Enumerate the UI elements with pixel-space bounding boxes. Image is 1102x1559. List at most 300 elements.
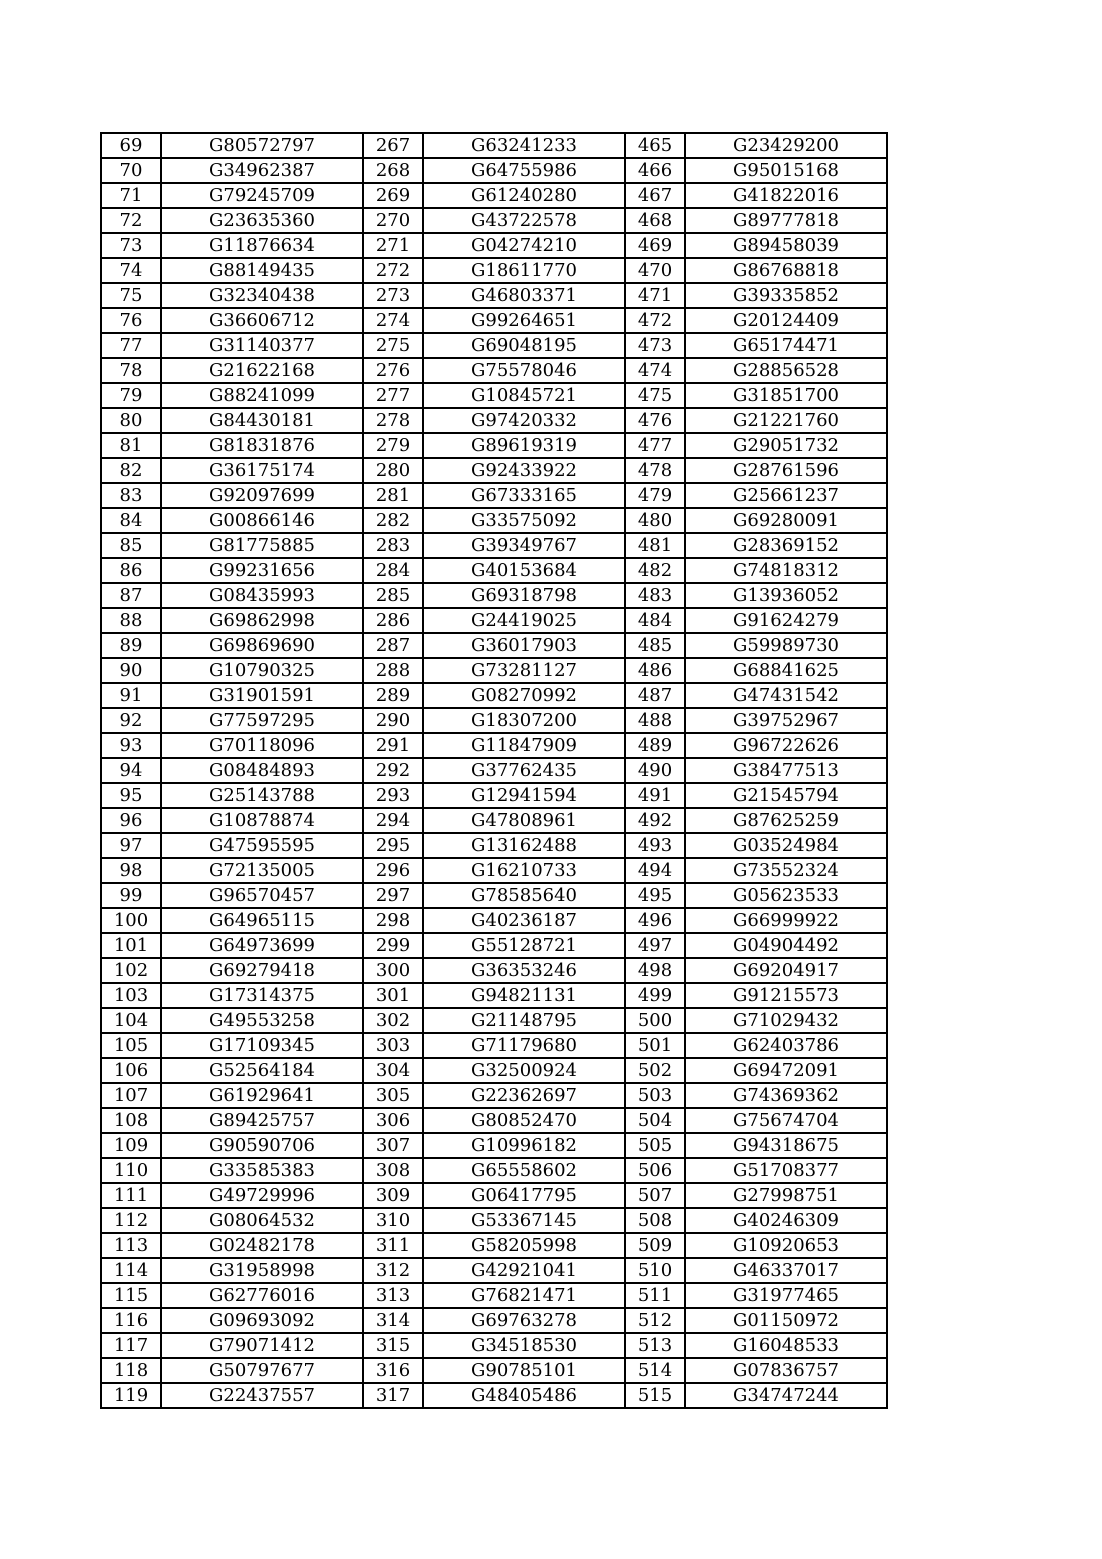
code-cell: G33575092 [423,508,625,533]
row-number-cell: 111 [101,1183,161,1208]
row-number-cell: 473 [625,333,685,358]
code-cell: G69279418 [161,958,363,983]
row-number-cell: 115 [101,1283,161,1308]
code-cell: G70118096 [161,733,363,758]
row-number-cell: 481 [625,533,685,558]
code-cell: G06417795 [423,1183,625,1208]
row-number-cell: 267 [363,133,423,158]
row-number-cell: 479 [625,483,685,508]
code-cell: G68841625 [685,658,887,683]
code-cell: G03524984 [685,833,887,858]
row-number-cell: 117 [101,1333,161,1358]
row-number-cell: 303 [363,1033,423,1058]
code-cell: G40236187 [423,908,625,933]
row-number-cell: 79 [101,383,161,408]
row-number-cell: 511 [625,1283,685,1308]
table-row [101,883,887,908]
row-number-cell: 110 [101,1158,161,1183]
row-number-cell: 301 [363,983,423,1008]
code-cell: G52564184 [161,1058,363,1083]
code-cell: G10996182 [423,1133,625,1158]
code-cell: G90590706 [161,1133,363,1158]
row-number-cell: 476 [625,408,685,433]
code-cell: G51708377 [685,1158,887,1183]
row-number-cell: 94 [101,758,161,783]
row-number-cell: 472 [625,308,685,333]
row-number-cell: 507 [625,1183,685,1208]
row-number-cell: 317 [363,1383,423,1408]
code-cell: G86768818 [685,258,887,283]
code-cell: G40246309 [685,1208,887,1233]
code-cell: G23635360 [161,208,363,233]
code-cell: G13936052 [685,583,887,608]
code-cell: G62403786 [685,1033,887,1058]
code-cell: G40153684 [423,558,625,583]
row-number-cell: 282 [363,508,423,533]
code-cell: G76821471 [423,1283,625,1308]
code-cell: G88241099 [161,383,363,408]
table-row [101,1208,887,1233]
row-number-cell: 90 [101,658,161,683]
row-number-cell: 492 [625,808,685,833]
table-row [101,358,887,383]
row-number-cell: 302 [363,1008,423,1033]
code-cell: G23429200 [685,133,887,158]
code-cell: G00866146 [161,508,363,533]
row-number-cell: 292 [363,758,423,783]
code-cell: G25661237 [685,483,887,508]
code-cell: G43722578 [423,208,625,233]
row-number-cell: 83 [101,483,161,508]
table-row [101,158,887,183]
code-cell: G65174471 [685,333,887,358]
row-number-cell: 304 [363,1058,423,1083]
table-row [101,308,887,333]
row-number-cell: 297 [363,883,423,908]
code-cell: G53367145 [423,1208,625,1233]
row-number-cell: 102 [101,958,161,983]
row-number-cell: 119 [101,1383,161,1408]
code-cell: G89619319 [423,433,625,458]
code-cell: G55128721 [423,933,625,958]
code-cell: G08064532 [161,1208,363,1233]
row-number-cell: 314 [363,1308,423,1333]
row-number-cell: 70 [101,158,161,183]
row-number-cell: 116 [101,1308,161,1333]
row-number-cell: 489 [625,733,685,758]
code-cell: G96570457 [161,883,363,908]
code-cell: G34518530 [423,1333,625,1358]
code-cell: G96722626 [685,733,887,758]
code-cell: G16048533 [685,1333,887,1358]
row-number-cell: 277 [363,383,423,408]
row-number-cell: 273 [363,283,423,308]
row-number-cell: 506 [625,1158,685,1183]
code-cell: G95015168 [685,158,887,183]
code-cell: G28856528 [685,358,887,383]
row-number-cell: 69 [101,133,161,158]
code-cell: G17314375 [161,983,363,1008]
row-number-cell: 500 [625,1008,685,1033]
code-cell: G36017903 [423,633,625,658]
code-cell: G10878874 [161,808,363,833]
row-number-cell: 483 [625,583,685,608]
row-number-cell: 471 [625,283,685,308]
row-number-cell: 276 [363,358,423,383]
row-number-cell: 108 [101,1108,161,1133]
row-number-cell: 515 [625,1383,685,1408]
code-cell: G36606712 [161,308,363,333]
row-number-cell: 501 [625,1033,685,1058]
table-row [101,1283,887,1308]
row-number-cell: 285 [363,583,423,608]
table-row [101,1258,887,1283]
row-number-cell: 101 [101,933,161,958]
row-number-cell: 91 [101,683,161,708]
code-cell: G10920653 [685,1233,887,1258]
table-row [101,1058,887,1083]
code-cell: G31958998 [161,1258,363,1283]
row-number-cell: 275 [363,333,423,358]
row-number-cell: 510 [625,1258,685,1283]
code-cell: G18307200 [423,708,625,733]
row-number-cell: 274 [363,308,423,333]
row-number-cell: 299 [363,933,423,958]
table-row [101,808,887,833]
row-number-cell: 502 [625,1058,685,1083]
code-cell: G33585383 [161,1158,363,1183]
code-cell: G39349767 [423,533,625,558]
row-number-cell: 87 [101,583,161,608]
table-row [101,858,887,883]
row-number-cell: 284 [363,558,423,583]
row-number-cell: 89 [101,633,161,658]
table-row [101,508,887,533]
code-cell: G31851700 [685,383,887,408]
code-cell: G21622168 [161,358,363,383]
row-number-cell: 469 [625,233,685,258]
code-cell: G21148795 [423,1008,625,1033]
code-cell: G50797677 [161,1358,363,1383]
row-number-cell: 295 [363,833,423,858]
code-cell: G84430181 [161,408,363,433]
code-cell: G12941594 [423,783,625,808]
row-number-cell: 112 [101,1208,161,1233]
table-row [101,758,887,783]
row-number-cell: 105 [101,1033,161,1058]
row-number-cell: 487 [625,683,685,708]
table-row [101,283,887,308]
code-cell: G71029432 [685,1008,887,1033]
code-cell: G39752967 [685,708,887,733]
row-number-cell: 466 [625,158,685,183]
code-cell: G02482178 [161,1233,363,1258]
code-cell: G29051732 [685,433,887,458]
code-cell: G20124409 [685,308,887,333]
code-cell: G78585640 [423,883,625,908]
code-cell: G87625259 [685,808,887,833]
code-cell: G69204917 [685,958,887,983]
row-number-cell: 296 [363,858,423,883]
table-row [101,1033,887,1058]
table-row [101,458,887,483]
table-row [101,433,887,458]
code-cell: G25143788 [161,783,363,808]
code-cell: G41822016 [685,183,887,208]
row-number-cell: 311 [363,1233,423,1258]
table-row [101,908,887,933]
code-cell: G27998751 [685,1183,887,1208]
code-cell: G77597295 [161,708,363,733]
code-cell: G61240280 [423,183,625,208]
code-cell: G42921041 [423,1258,625,1283]
code-cell: G18611770 [423,258,625,283]
row-number-cell: 300 [363,958,423,983]
row-number-cell: 269 [363,183,423,208]
code-cell: G39335852 [685,283,887,308]
table-row [101,208,887,233]
table-row [101,1133,887,1158]
code-cell: G75674704 [685,1108,887,1133]
code-cell: G99264651 [423,308,625,333]
code-cell: G09693092 [161,1308,363,1333]
row-number-cell: 312 [363,1258,423,1283]
row-number-cell: 499 [625,983,685,1008]
code-cell: G79245709 [161,183,363,208]
table-row [101,533,887,558]
row-number-cell: 493 [625,833,685,858]
code-cell: G81775885 [161,533,363,558]
row-number-cell: 480 [625,508,685,533]
row-number-cell: 75 [101,283,161,308]
row-number-cell: 82 [101,458,161,483]
code-cell: G04904492 [685,933,887,958]
row-number-cell: 96 [101,808,161,833]
code-cell: G75578046 [423,358,625,383]
row-number-cell: 103 [101,983,161,1008]
table-row [101,783,887,808]
row-number-cell: 478 [625,458,685,483]
table-row [101,1108,887,1133]
code-cell: G69472091 [685,1058,887,1083]
code-cell: G73281127 [423,658,625,683]
code-cell: G11847909 [423,733,625,758]
row-number-cell: 496 [625,908,685,933]
code-cell: G81831876 [161,433,363,458]
code-cell: G38477513 [685,758,887,783]
row-number-cell: 291 [363,733,423,758]
table-row [101,183,887,208]
row-number-cell: 497 [625,933,685,958]
row-number-cell: 278 [363,408,423,433]
table-row [101,608,887,633]
row-number-cell: 298 [363,908,423,933]
row-number-cell: 498 [625,958,685,983]
row-number-cell: 270 [363,208,423,233]
row-number-cell: 85 [101,533,161,558]
code-cell: G74818312 [685,558,887,583]
row-number-cell: 475 [625,383,685,408]
code-cell: G17109345 [161,1033,363,1058]
row-number-cell: 113 [101,1233,161,1258]
row-number-cell: 283 [363,533,423,558]
code-cell: G08484893 [161,758,363,783]
row-number-cell: 72 [101,208,161,233]
row-number-cell: 484 [625,608,685,633]
row-number-cell: 307 [363,1133,423,1158]
row-number-cell: 505 [625,1133,685,1158]
row-number-cell: 290 [363,708,423,733]
code-cell: G07836757 [685,1358,887,1383]
row-number-cell: 474 [625,358,685,383]
row-number-cell: 503 [625,1083,685,1108]
code-cell: G97420332 [423,408,625,433]
row-number-cell: 310 [363,1208,423,1233]
table-row [101,1308,887,1333]
row-number-cell: 93 [101,733,161,758]
code-cell: G64973699 [161,933,363,958]
table-row [101,633,887,658]
row-number-cell: 491 [625,783,685,808]
row-number-cell: 508 [625,1208,685,1233]
row-number-cell: 485 [625,633,685,658]
code-cell: G72135005 [161,858,363,883]
row-number-cell: 78 [101,358,161,383]
row-number-cell: 482 [625,558,685,583]
code-cell: G65558602 [423,1158,625,1183]
row-number-cell: 84 [101,508,161,533]
code-cell: G92433922 [423,458,625,483]
row-number-cell: 305 [363,1083,423,1108]
row-number-cell: 106 [101,1058,161,1083]
code-cell: G10790325 [161,658,363,683]
code-cell: G80572797 [161,133,363,158]
data-table [100,132,888,1409]
code-cell: G46803371 [423,283,625,308]
code-cell: G89777818 [685,208,887,233]
row-number-cell: 495 [625,883,685,908]
row-number-cell: 107 [101,1083,161,1108]
table-row [101,1333,887,1358]
row-number-cell: 80 [101,408,161,433]
code-cell: G69318798 [423,583,625,608]
row-number-cell: 465 [625,133,685,158]
row-number-cell: 294 [363,808,423,833]
row-number-cell: 488 [625,708,685,733]
code-cell: G47595595 [161,833,363,858]
code-cell: G88149435 [161,258,363,283]
row-number-cell: 74 [101,258,161,283]
code-cell: G13162488 [423,833,625,858]
row-number-cell: 104 [101,1008,161,1033]
code-cell: G62776016 [161,1283,363,1308]
code-cell: G94318675 [685,1133,887,1158]
code-cell: G73552324 [685,858,887,883]
table-row [101,233,887,258]
code-cell: G21545794 [685,783,887,808]
row-number-cell: 287 [363,633,423,658]
row-number-cell: 92 [101,708,161,733]
code-cell: G64755986 [423,158,625,183]
code-cell: G31140377 [161,333,363,358]
code-cell: G64965115 [161,908,363,933]
code-cell: G79071412 [161,1333,363,1358]
table-row [101,558,887,583]
code-cell: G71179680 [423,1033,625,1058]
code-cell: G49553258 [161,1008,363,1033]
code-cell: G05623533 [685,883,887,908]
code-cell: G10845721 [423,383,625,408]
row-number-cell: 86 [101,558,161,583]
table-row [101,1083,887,1108]
row-number-cell: 470 [625,258,685,283]
code-cell: G31977465 [685,1283,887,1308]
table-row [101,683,887,708]
table-row [101,483,887,508]
code-cell: G21221760 [685,408,887,433]
code-cell: G94821131 [423,983,625,1008]
code-cell: G28761596 [685,458,887,483]
code-cell: G69048195 [423,333,625,358]
code-cell: G91624279 [685,608,887,633]
code-cell: G49729996 [161,1183,363,1208]
row-number-cell: 486 [625,658,685,683]
row-number-cell: 271 [363,233,423,258]
row-number-cell: 81 [101,433,161,458]
row-number-cell: 477 [625,433,685,458]
code-cell: G69869690 [161,633,363,658]
row-number-cell: 509 [625,1233,685,1258]
code-cell: G11876634 [161,233,363,258]
row-number-cell: 306 [363,1108,423,1133]
code-cell: G63241233 [423,133,625,158]
code-cell: G22437557 [161,1383,363,1408]
row-number-cell: 268 [363,158,423,183]
code-cell: G58205998 [423,1233,625,1258]
table-row [101,958,887,983]
table-row [101,933,887,958]
code-cell: G31901591 [161,683,363,708]
code-cell: G08270992 [423,683,625,708]
row-number-cell: 281 [363,483,423,508]
table-row [101,333,887,358]
row-number-cell: 77 [101,333,161,358]
table-row [101,383,887,408]
row-number-cell: 98 [101,858,161,883]
row-number-cell: 490 [625,758,685,783]
row-number-cell: 114 [101,1258,161,1283]
code-cell: G22362697 [423,1083,625,1108]
code-cell: G92097699 [161,483,363,508]
code-cell: G08435993 [161,583,363,608]
table-row [101,133,887,158]
code-cell: G32500924 [423,1058,625,1083]
table-row [101,733,887,758]
row-number-cell: 73 [101,233,161,258]
table-row [101,1008,887,1033]
code-cell: G32340438 [161,283,363,308]
code-cell: G99231656 [161,558,363,583]
row-number-cell: 95 [101,783,161,808]
table-row [101,1383,887,1408]
code-cell: G36175174 [161,458,363,483]
row-number-cell: 293 [363,783,423,808]
table-row [101,583,887,608]
code-cell: G46337017 [685,1258,887,1283]
code-cell: G16210733 [423,858,625,883]
code-cell: G74369362 [685,1083,887,1108]
code-cell: G66999922 [685,908,887,933]
